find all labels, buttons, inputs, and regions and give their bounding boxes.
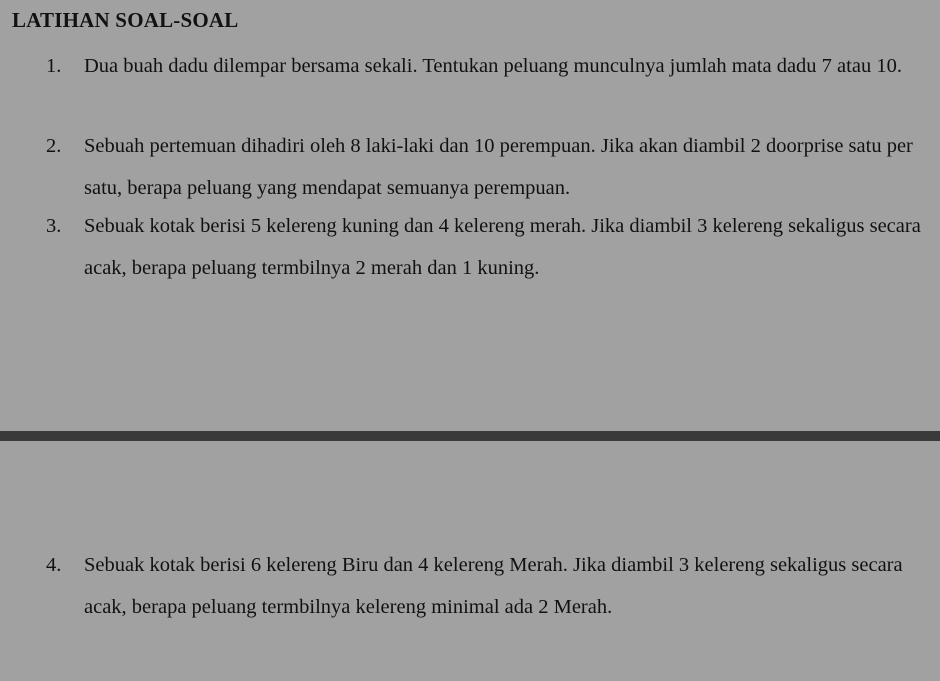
question-number: 1. [46,55,62,77]
question-item [46,125,936,209]
page-title: LATIHAN SOAL-SOAL [12,8,239,32]
question-text: Sebuah pertemuan dihadiri oleh 8 laki-laki dan 10 perempuan. Jika akan diambil 2 doorprise satu per satu, berapa peluang yang mendapat semuanya perempuan. [84,135,913,199]
question-number: 3. [46,215,62,237]
question-item [46,205,936,289]
question-item [46,45,936,87]
divider [0,431,940,441]
question-text: Sebuak kotak berisi 5 kelereng kuning dan 4 kelereng merah. Jika diambil 3 kelereng sekaligus secara acak, berapa peluang termbilnya 2 merah dan 1 kuning. [84,215,921,279]
question-item [46,544,936,628]
question-text: Dua buah dadu dilempar bersama sekali. Tentukan peluang munculnya jumlah mata dadu 7 atau 10. [84,55,902,77]
question-text: Sebuak kotak berisi 6 kelereng Biru dan 4 kelereng Merah. Jika diambil 3 kelereng sekaligus secara acak, berapa peluang termbilnya kelereng minimal ada 2 Merah. [84,554,903,618]
question-number: 4. [46,554,62,576]
question-number: 2. [46,135,62,157]
